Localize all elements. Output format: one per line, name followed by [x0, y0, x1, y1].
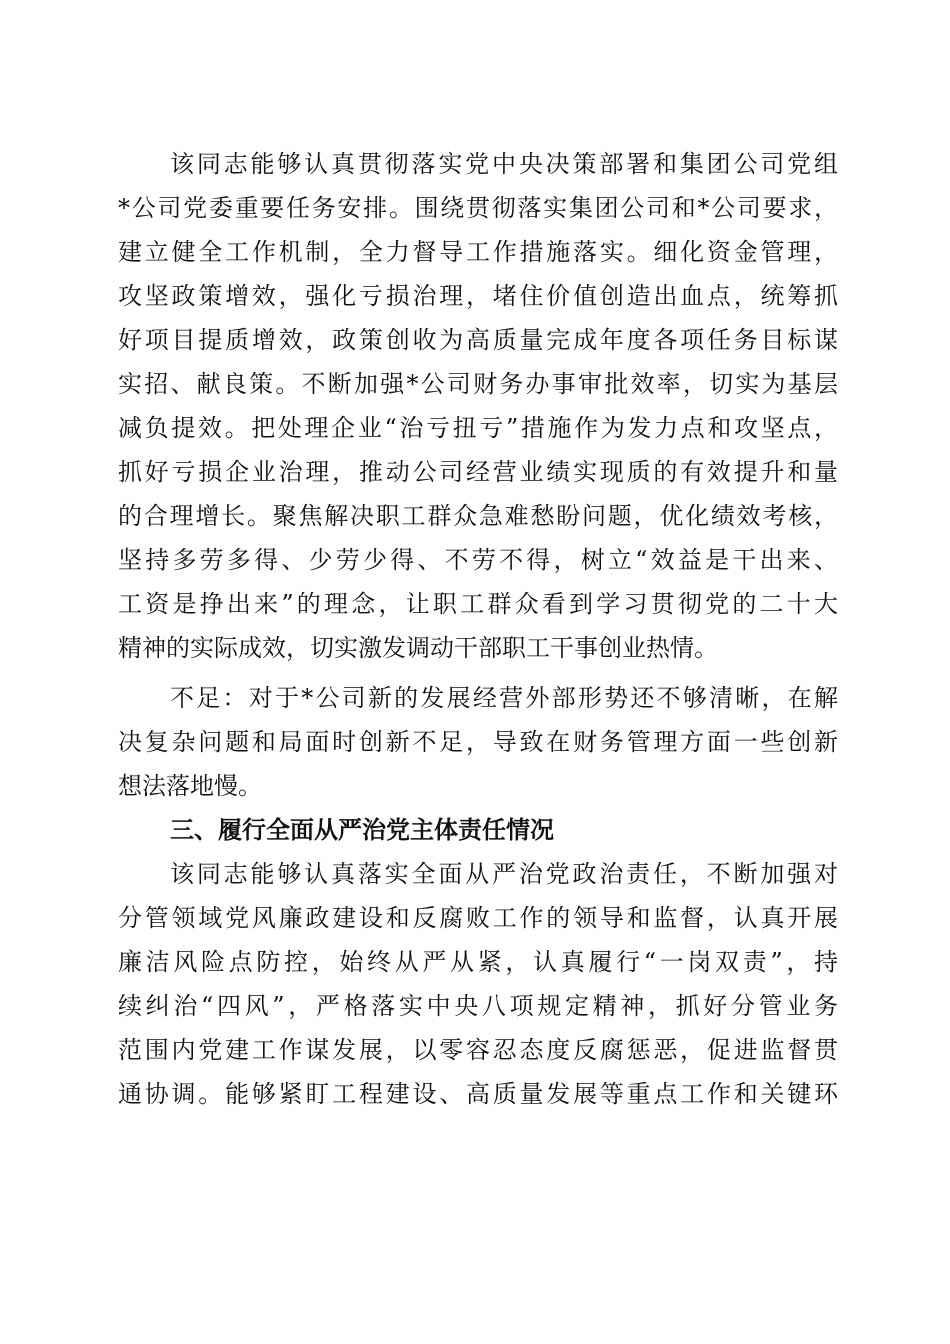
paragraph-line: 精神的实际成效，切实激发调动干部职工干事创业热情。	[118, 634, 718, 662]
paragraph-shortcomings	[118, 676, 838, 808]
paragraph-line: 工资是挣出来”的理念，让职工群众看到学习贯彻党的二十大	[118, 590, 838, 618]
paragraph-line: 想法落地慢。	[118, 772, 262, 800]
paragraph-performance	[118, 142, 838, 670]
paragraph-line: *公司党委重要任务安排。围绕贯彻落实集团公司和*公司要求，	[118, 194, 838, 222]
paragraph-line: 该同志能够认真落实全面从严治党政治责任，不断加强对	[170, 860, 838, 888]
paragraph-line: 实招、献良策。不断加强*公司财务办事审批效率，切实为基层	[118, 370, 838, 398]
paragraph-line: 续纠治“四风”，严格落实中央八项规定精神，抓好分管业务	[118, 992, 838, 1020]
paragraph-line: 的合理增长。聚焦解决职工群众急难愁盼问题，优化绩效考核，	[118, 502, 838, 530]
paragraph-party-responsibility	[118, 852, 838, 1116]
paragraph-line: 抓好亏损企业治理，推动公司经营业绩实现质的有效提升和量	[118, 458, 838, 486]
paragraph-line: 范围内党建工作谋发展，以零容忍态度反腐惩恶，促进监督贯	[118, 1036, 838, 1064]
paragraph-line: 该同志能够认真贯彻落实党中央决策部署和集团公司党组	[170, 150, 838, 178]
paragraph-line: 好项目提质增效，政策创收为高质量完成年度各项任务目标谋	[118, 326, 838, 354]
paragraph-line: 廉洁风险点防控，始终从严从紧，认真履行“一岗双责”，持	[118, 948, 838, 976]
paragraph-line: 不足：对于*公司新的发展经营外部形势还不够清晰，在解	[170, 684, 838, 712]
paragraph-line: 攻坚政策增效，强化亏损治理，堵住价值创造出血点，统筹抓	[118, 282, 838, 310]
paragraph-line: 减负提效。把处理企业“治亏扭亏”措施作为发力点和攻坚点，	[118, 414, 838, 442]
paragraph-line: 通协调。能够紧盯工程建设、高质量发展等重点工作和关键环	[118, 1080, 838, 1108]
paragraph-line: 坚持多劳多得、少劳少得、不劳不得，树立“效益是干出来、	[118, 546, 838, 574]
paragraph-line: 建立健全工作机制，全力督导工作措施落实。细化资金管理，	[118, 238, 838, 266]
paragraph-line: 决复杂问题和局面时创新不足，导致在财务管理方面一些创新	[118, 728, 838, 756]
section-heading: 三、履行全面从严治党主体责任情况	[170, 816, 554, 844]
paragraph-line: 分管领域党风廉政建设和反腐败工作的领导和监督，认真开展	[118, 904, 838, 932]
